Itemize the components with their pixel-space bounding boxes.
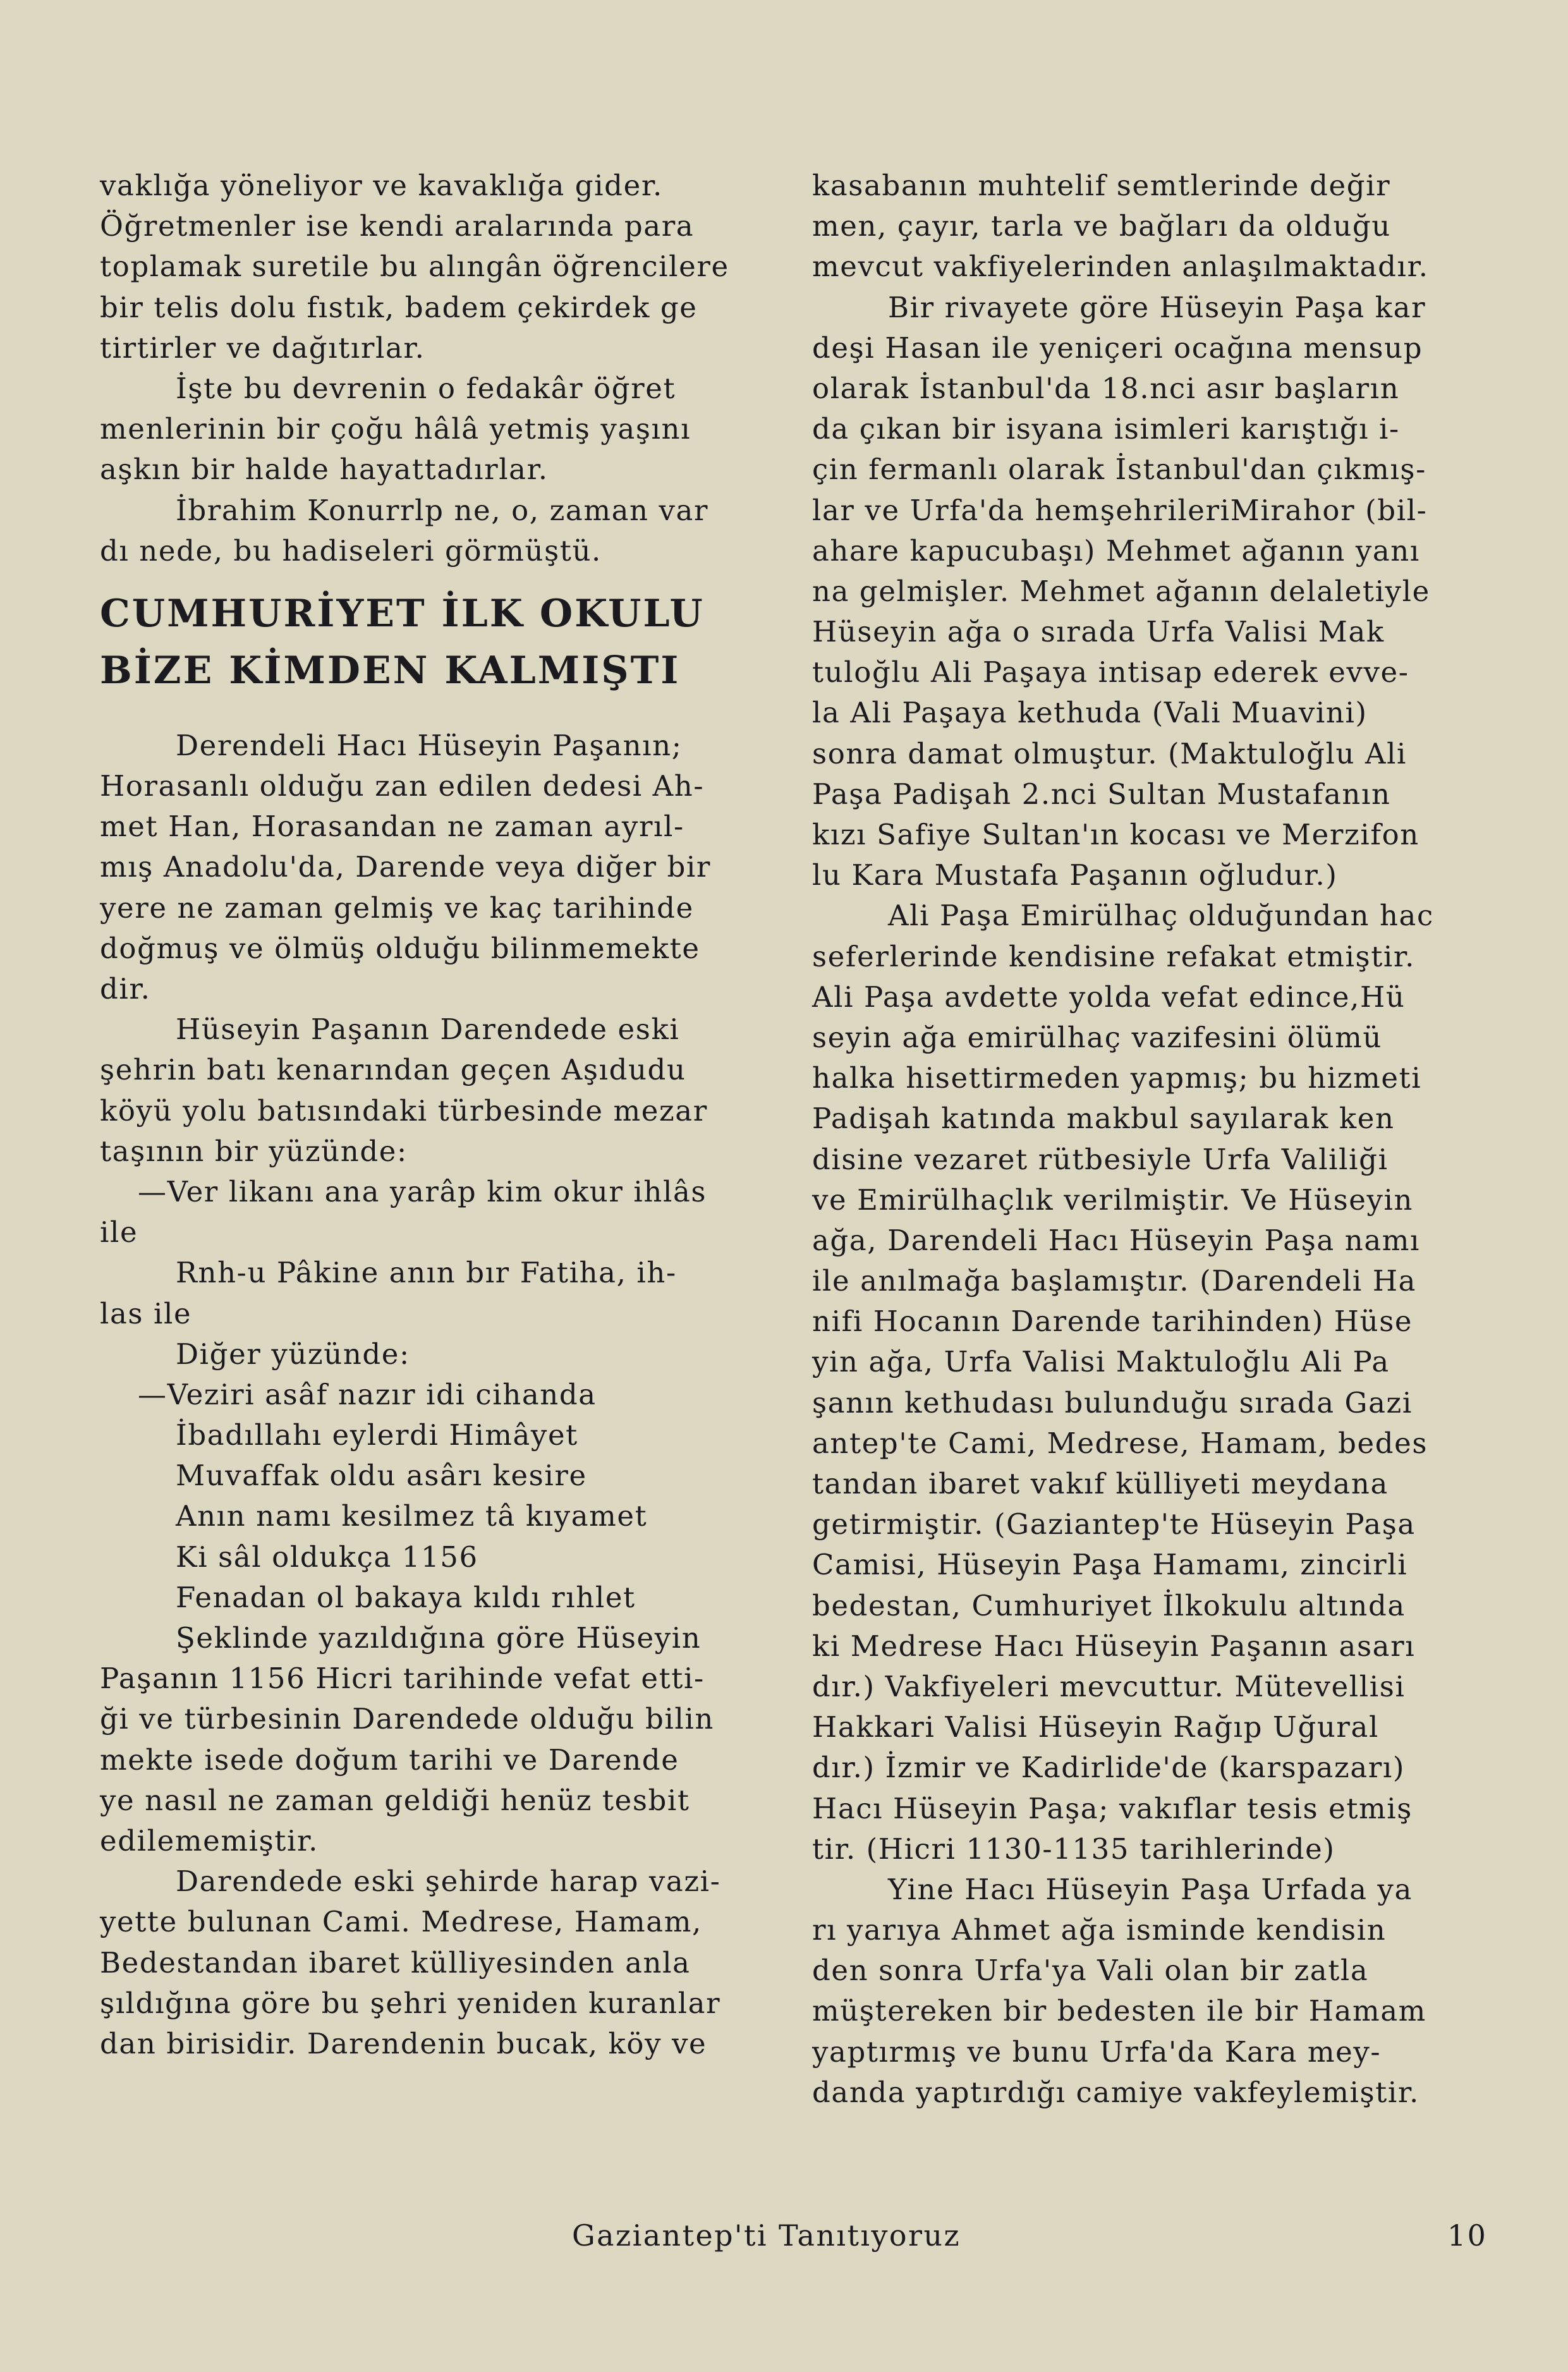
text-line: disine vezaret rütbesiyle Urfa Valiliği — [812, 1142, 1389, 1176]
text-line: halka hisettirmeden yapmış; bu hizmeti — [812, 1061, 1422, 1095]
text-line: rı yarıya Ahmet ağa isminde kendisin — [812, 1913, 1387, 1947]
paragraph-lines — [812, 1870, 1490, 2113]
paragraph-lines — [100, 1861, 776, 2064]
text-line: ahare kapucubaşı) Mehmet ağanın yanı — [812, 533, 1420, 568]
text-line: bir telis dolu fıstık, badem çekirdek ge — [100, 290, 698, 324]
text-line: men, çayır, tarla ve bağları da olduğu — [812, 209, 1391, 243]
paragraph-lines — [812, 288, 1490, 896]
verse-line: Ki sâl oldukça 1156 — [176, 1540, 478, 1574]
text-line: şanın kethudası bulunduğu sırada Gazi — [812, 1385, 1413, 1420]
verse-block — [100, 1375, 776, 1618]
text-line: danda yaptırdığı camiye vakfeylemiştir. — [812, 2075, 1419, 2109]
text-line: ki Medrese Hacı Hüseyin Paşanın asarı — [812, 1629, 1416, 1663]
verse-line: Muvaffak oldu asârı kesire — [176, 1459, 587, 1493]
text-line: çin fermanlı olarak İstanbul'dan çıkmış- — [812, 453, 1426, 487]
text-line: ve Emirülhaçlık verilmiştir. Ve Hüseyin — [812, 1183, 1414, 1217]
text-line: şıldığına göre bu şehri yeniden kuranlar — [100, 1986, 721, 2020]
paragraph-lines — [100, 166, 776, 368]
text-line: yette bulunan Cami. Medrese, Hamam, — [100, 1905, 702, 1939]
text-line: olarak İstanbul'da 18.nci asır başların — [812, 371, 1400, 405]
page-number: 10 — [1447, 2218, 1488, 2253]
text-line: Padişah katında makbul sayılarak ken — [812, 1102, 1395, 1136]
text-line: nifi Hocanın Darende tarihinden) Hüse — [812, 1305, 1413, 1339]
text-line: Ali Paşa avdette yolda vefat edince,Hü — [812, 980, 1406, 1014]
verse-line: las ile — [100, 1296, 192, 1330]
text-line: Bir rivayete göre Hüseyin Paşa kar — [888, 290, 1426, 324]
verse-line: —Ver likanı ana yarâp kim okur ihlâs — [138, 1174, 707, 1208]
section-heading: CUMHURİYET İLK OKULU — [100, 591, 705, 636]
text-line: Yine Hacı Hüseyin Paşa Urfada ya — [888, 1872, 1413, 1906]
text-line: getirmiştir. (Gaziantep'te Hüseyin Paşa — [812, 1507, 1416, 1542]
text-line: Bedestandan ibaret külliyesinden anla — [100, 1945, 691, 1980]
text-line: köyü yolu batısındaki türbesinde mezar — [100, 1093, 708, 1128]
text-line: Horasanlı olduğu zan edilen dedesi Ah- — [100, 769, 705, 803]
text-line: kasabanın muhtelif semtlerinde değir — [812, 169, 1391, 202]
text-line: Paşanın 1156 Hicri tarihinde vefat etti- — [100, 1662, 705, 1696]
text-line: ği ve türbesinin Darendede olduğu bilin — [100, 1702, 714, 1736]
text-line: şehrin batı kenarından geçen Aşıdudu — [100, 1053, 686, 1087]
text-line: kızı Safiye Sultan'ın kocası ve Merzifon — [812, 818, 1419, 851]
text-line: Öğretmenler ise kendi aralarında para — [100, 209, 695, 243]
text-line: Darendede eski şehirde harap vazi- — [176, 1864, 721, 1899]
paragraph-lines — [100, 490, 776, 571]
verse-line: İbadıllahı eylerdi Himâyet — [176, 1418, 578, 1452]
text-line: Paşa Padişah 2.nci Sultan Mustafanın — [812, 777, 1391, 811]
text-line: la Ali Paşaya kethuda (Vali Muavini) — [812, 696, 1368, 730]
text-line: Şeklinde yazıldığına göre Hüseyin — [176, 1621, 702, 1655]
verse-line: Fenadan ol bakaya kıldı rıhlet — [176, 1580, 636, 1614]
text-line: toplamak suretile bu alıngân öğrencilere — [100, 250, 729, 284]
text-line: mış Anadolu'da, Darende veya diğer bir — [100, 850, 711, 884]
text-line: tir. (Hicri 1130-1135 tarihlerinde) — [812, 1832, 1335, 1866]
text-line: yin ağa, Urfa Valisi Maktuloğlu Ali Pa — [812, 1345, 1390, 1379]
text-line: tandan ibaret vakıf külliyeti meydana — [812, 1467, 1389, 1500]
text-line: Ali Paşa Emirülhaç olduğundan hac — [888, 899, 1434, 933]
text-line: dir. — [100, 972, 151, 1006]
text-line: dır.) Vakfiyeleri mevcuttur. Mütevellisi — [812, 1669, 1406, 1703]
text-line: menlerinin bir çoğu hâlâ yetmiş yaşını — [100, 412, 691, 446]
text-line: yere ne zaman gelmiş ve kaç tarihinde — [100, 891, 694, 925]
text-line: ye nasıl ne zaman geldiği henüz tesbit — [100, 1783, 690, 1817]
other-side-label: Diğer yüzünde: — [176, 1337, 410, 1371]
verse-block — [100, 1172, 776, 1334]
text-line: Hüseyin ağa o sırada Urfa Valisi Mak — [812, 615, 1385, 649]
text-line: aşkın bir halde hayattadırlar. — [100, 453, 549, 487]
text-line: İbrahim Konurrlp ne, o, zaman var — [176, 493, 709, 527]
text-line: Hüseyin Paşanın Darendede eski — [176, 1013, 680, 1047]
text-line: ağa, Darendeli Hacı Hüseyin Paşa namı — [812, 1223, 1421, 1257]
text-line: seyin ağa emirülhaç vazifesini ölümü — [812, 1020, 1383, 1054]
text-line: edilememiştir. — [100, 1823, 319, 1858]
section-heading: BİZE KİMDEN KALMIŞTI — [100, 648, 681, 693]
text-line: dan birisidir. Darendenin bucak, köy ve — [100, 2026, 707, 2060]
paragraph-lines — [100, 368, 776, 490]
text-line: seferlerinde kendisine refakat etmiştir. — [812, 939, 1415, 973]
text-line: İşte bu devrenin o fedakâr öğret — [176, 371, 676, 405]
text-line: müştereken bir bedesten ile bir Hamam — [812, 1994, 1426, 2028]
text-line: Hakkari Valisi Hüseyin Rağıp Uğural — [812, 1710, 1379, 1744]
paragraph-lines — [100, 1009, 776, 1172]
verse-line: Anın namı kesilmez tâ kıyamet — [176, 1499, 648, 1533]
text-line: dır.) İzmir ve Kadirlide'de (karspazarı) — [812, 1751, 1406, 1785]
text-line: Derendeli Hacı Hüseyin Paşanın; — [176, 728, 683, 762]
text-line: Camisi, Hüseyin Paşa Hamamı, zincirli — [812, 1548, 1408, 1582]
verse-line: Rnh-u Pâkine anın bır Fatiha, ih- — [176, 1256, 677, 1290]
text-line: tirtirler ve dağıtırlar. — [100, 331, 425, 365]
text-line: dı nede, bu hadiseleri görmüştü. — [100, 533, 602, 568]
text-line: yaptırmış ve bunu Urfa'da Kara mey- — [812, 2034, 1382, 2069]
text-line: vaklığa yöneliyor ve kavaklığa gider. — [100, 169, 663, 202]
text-line: Hacı Hüseyin Paşa; vakıflar tesis etmiş — [812, 1791, 1413, 1825]
text-line: den sonra Urfa'ya Vali olan bir zatla — [812, 1954, 1369, 1988]
text-line: mekte isede doğum tarihi ve Darende — [100, 1743, 679, 1777]
text-line: deşi Hasan ile yeniçeri ocağına mensup — [812, 331, 1423, 365]
text-line: tuloğlu Ali Paşaya intisap ederek evve- — [812, 655, 1409, 690]
text-line: da çıkan bir isyana isimleri karıştığı i- — [812, 412, 1400, 446]
text-line: lu Kara Mustafa Paşanın oğludur.) — [812, 858, 1338, 892]
verse-line: —Veziri asâf nazır idi cihanda — [138, 1377, 597, 1411]
verse-line: ile — [100, 1215, 138, 1250]
paragraph-lines — [100, 1618, 776, 1861]
text-line: ile anılmağa başlamıştır. (Darendeli Ha — [812, 1264, 1417, 1298]
left-column — [100, 166, 776, 2064]
text-line: mevcut vakfiyelerinden anlaşılmaktadır. — [812, 250, 1429, 284]
text-line: bedestan, Cumhuriyet İlkokulu altında — [812, 1588, 1406, 1622]
paragraph-lines — [100, 726, 776, 1009]
text-line: antep'te Cami, Medrese, Hamam, bedes — [812, 1426, 1428, 1460]
text-line: sonra damat olmuştur. (Maktuloğlu Ali — [812, 736, 1407, 770]
text-line: doğmuş ve ölmüş olduğu bilinmemekte — [100, 931, 700, 965]
footer-title: Gaziantep'ti Tanıtıyoruz — [572, 2218, 961, 2253]
text-line: lar ve Urfa'da hemşehrileriMirahor (bil- — [812, 493, 1428, 527]
text-line: taşının bir yüzünde: — [100, 1134, 408, 1168]
text-line: met Han, Horasandan ne zaman ayrıl- — [100, 810, 684, 844]
paragraph-lines — [812, 896, 1490, 1870]
right-column — [812, 166, 1490, 2113]
paragraph-lines — [812, 166, 1490, 288]
page-footer — [0, 2218, 1568, 2263]
text-line: na gelmişler. Mehmet ağanın delaletiyle — [812, 574, 1430, 608]
